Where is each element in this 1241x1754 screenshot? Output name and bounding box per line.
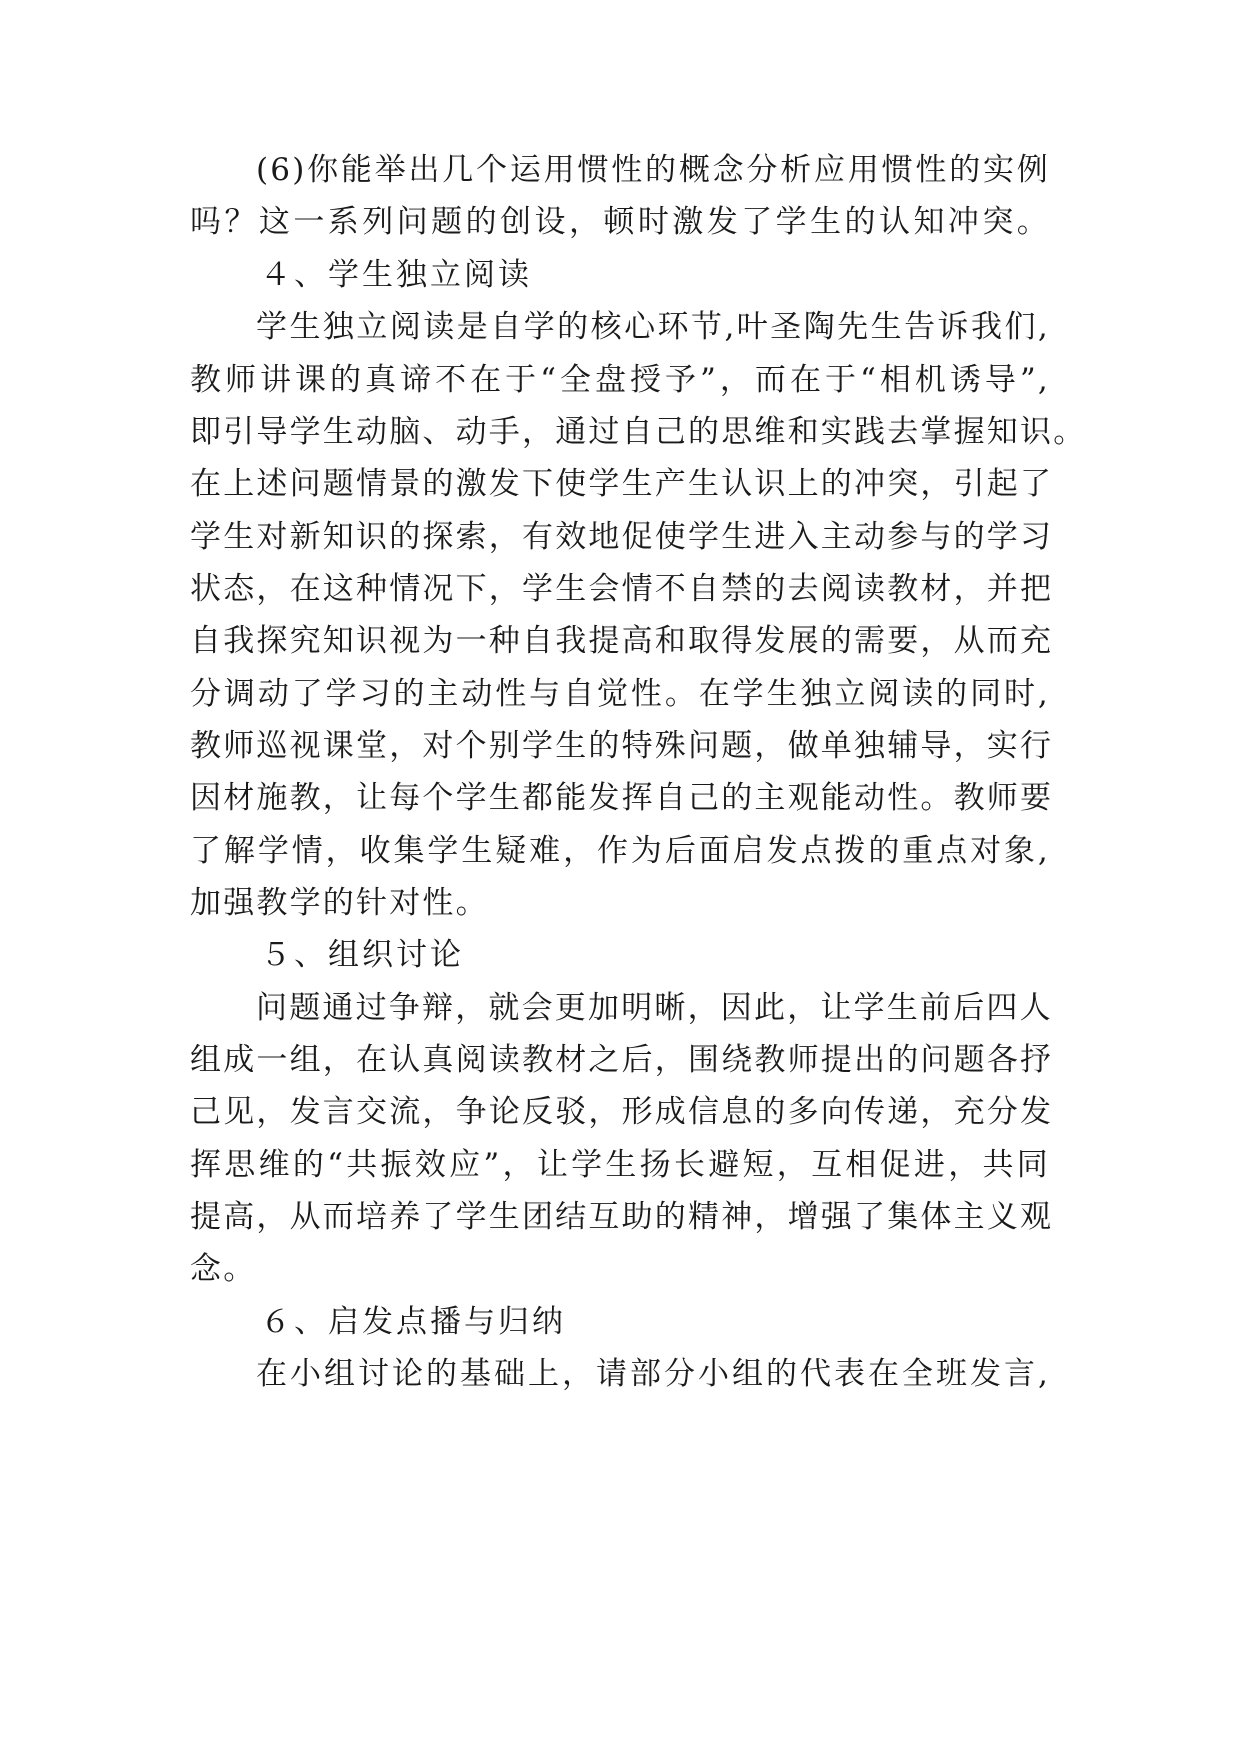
text-line: 因材施教，让每个学生都能发挥自己的主观能动性。教师要 xyxy=(190,780,1054,816)
text-line: 自我探究知识视为一种自我提高和取得发展的需要，从而充 xyxy=(190,623,1054,659)
text-line: 教师巡视课堂，对个别学生的特殊问题，做单独辅导，实行 xyxy=(190,728,1054,764)
text-line: 分调动了学习的主动性与自觉性。在学生独立阅读的同时, xyxy=(190,676,1050,712)
section-heading: ６、启发点播与归纳 xyxy=(260,1304,566,1340)
text-line: 学生独立阅读是自学的核心环节,叶圣陶先生告诉我们, xyxy=(256,309,1050,345)
text-line: 问题通过争辩，就会更加明晰，因此，让学生前后四人 xyxy=(256,990,1053,1026)
text-line: 学生对新知识的探索，有效地促使学生进入主动参与的学习 xyxy=(190,519,1054,555)
text-line: 在小组讨论的基础上，请部分小组的代表在全班发言, xyxy=(256,1356,1050,1392)
text-line: 即引导学生动脑、动手，通过自己的思维和实践去掌握知识。 xyxy=(190,414,1087,450)
text-line: 念。 xyxy=(190,1251,257,1287)
text-line: 挥思维的“共振效应”，让学生扬长避短，互相促进，共同 xyxy=(190,1147,1050,1183)
text-line: 提高，从而培养了学生团结互助的精神，增强了集体主义观 xyxy=(190,1199,1054,1235)
text-line: 状态，在这种情况下，学生会情不自禁的去阅读教材，并把 xyxy=(190,571,1054,607)
section-heading: ５、组织讨论 xyxy=(260,937,464,973)
text-line: 加强教学的针对性。 xyxy=(190,885,489,921)
text-line: (6)你能举出几个运用惯性的概念分析应用惯性的实例 xyxy=(256,152,1050,188)
text-line: 教师讲课的真谛不在于“全盘授予”，而在于“相机诱导”, xyxy=(190,362,1050,398)
section-heading: ４、学生独立阅读 xyxy=(260,257,532,293)
text-line: 吗？这一系列问题的创设，顿时激发了学生的认知冲突。 xyxy=(190,204,1050,240)
text-line: 了解学情，收集学生疑难，作为后面启发点拨的重点对象, xyxy=(190,833,1050,869)
text-line: 在上述问题情景的激发下使学生产生认识上的冲突，引起了 xyxy=(190,466,1054,502)
text-line: 己见，发言交流，争论反驳，形成信息的多向传递，充分发 xyxy=(190,1094,1054,1130)
text-line: 组成一组，在认真阅读教材之后，围绕教师提出的问题各抒 xyxy=(190,1042,1054,1078)
